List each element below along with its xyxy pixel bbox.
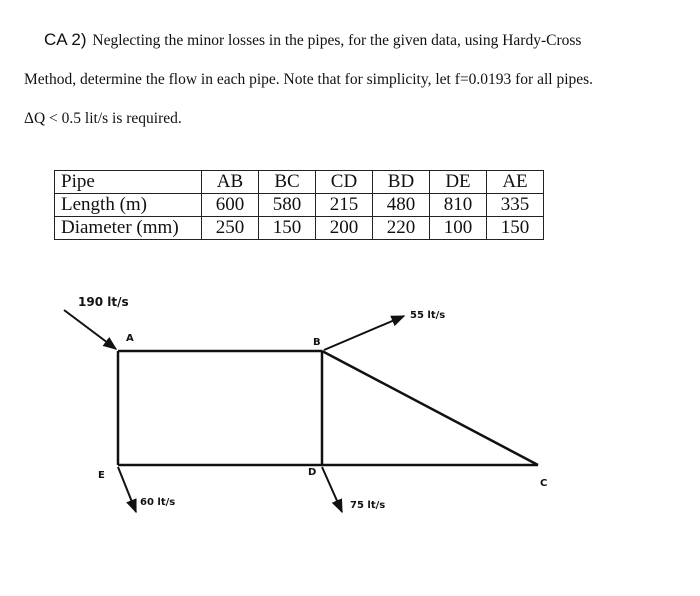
inflow-arrow-a xyxy=(64,310,116,349)
cell-diameter-cd: 200 xyxy=(316,217,373,240)
problem-text-1: Neglecting the minor losses in the pipes, for the given data, using Hardy-Cross xyxy=(92,32,582,49)
pipe-bc xyxy=(322,351,538,465)
flow-label-outflow-d: 75 lt/s xyxy=(350,500,386,511)
problem-tag: CA 2) xyxy=(44,30,87,49)
cell-pipe-ae: AE xyxy=(487,171,544,194)
cell-diameter-bc: 150 xyxy=(259,217,316,240)
cell-length-bd: 480 xyxy=(373,194,430,217)
node-label-e: E xyxy=(98,470,105,481)
cell-diameter-de: 100 xyxy=(430,217,487,240)
cell-diameter-ae: 150 xyxy=(487,217,544,240)
cell-pipe-bc: BC xyxy=(259,171,316,194)
row-label-diameter: Diameter (mm) xyxy=(55,217,202,240)
node-label-c: C xyxy=(540,478,548,489)
row-label-length: Length (m) xyxy=(55,194,202,217)
cell-diameter-bd: 220 xyxy=(373,217,430,240)
cell-length-de: 810 xyxy=(430,194,487,217)
cell-pipe-de: DE xyxy=(430,171,487,194)
flow-label-outflow-b: 55 lt/s xyxy=(410,310,446,321)
cell-length-ab: 600 xyxy=(202,194,259,217)
row-label-pipe: Pipe xyxy=(55,171,202,194)
cell-pipe-cd: CD xyxy=(316,171,373,194)
outflow-arrow-e xyxy=(118,467,136,512)
node-label-d: D xyxy=(308,467,317,478)
cell-length-ae: 335 xyxy=(487,194,544,217)
cell-length-bc: 580 xyxy=(259,194,316,217)
cell-pipe-ab: AB xyxy=(202,171,259,194)
node-label-b: B xyxy=(313,337,321,348)
cell-pipe-bd: BD xyxy=(373,171,430,194)
cell-length-cd: 215 xyxy=(316,194,373,217)
outflow-arrow-d xyxy=(322,467,342,512)
flow-label-inflow-a: 190 lt/s xyxy=(78,295,129,309)
node-label-a: A xyxy=(126,333,134,344)
outflow-arrow-b xyxy=(324,316,404,350)
problem-line-3: ΔQ < 0.5 lit/s is required. xyxy=(24,110,182,127)
cell-diameter-ab: 250 xyxy=(202,217,259,240)
problem-line-2: Method, determine the flow in each pipe. Note that for simplicity, let f=0.0193 for all pipes. xyxy=(24,71,594,88)
flow-label-outflow-e: 60 lt/s xyxy=(140,497,176,508)
